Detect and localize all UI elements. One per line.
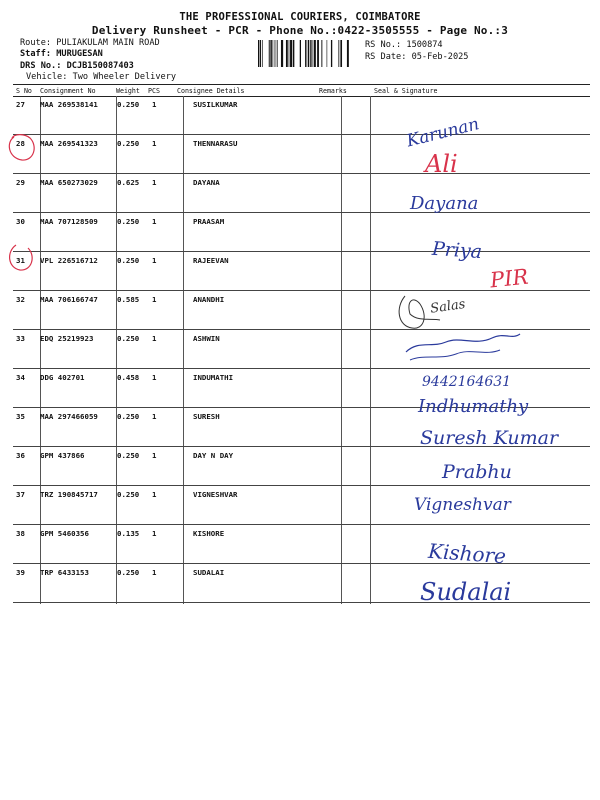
runsheet-subtitle: Delivery Runsheet - PCR - Phone No.:0422-3505555 - Page No.:3 — [91, 24, 509, 37]
col-sno: S No — [16, 87, 32, 95]
row-pcs: 1 — [152, 178, 157, 187]
vehicle-text: Vehicle: Two Wheeler Delivery — [26, 72, 177, 82]
barcode-bar — [321, 40, 322, 67]
company-title: THE PROFESSIONAL COURIERS, COIMBATORE — [179, 11, 421, 23]
row-sno: 34 — [16, 373, 25, 382]
barcode-bar — [275, 40, 276, 67]
row-pcs: 1 — [152, 256, 157, 265]
row-pcs: 1 — [152, 100, 157, 109]
signature-31: PIR — [488, 264, 530, 293]
barcode-bar — [260, 40, 261, 67]
barcode-bar — [289, 40, 290, 67]
drs-number: DCJB150087403 — [66, 61, 134, 71]
signature-33-scribble — [410, 350, 500, 360]
row-pcs: 1 — [152, 334, 157, 343]
row-consignment-no: MAA 707128509 — [40, 217, 98, 226]
signature-34-phone: 9442164631 — [422, 374, 512, 390]
row-consignee: KISHORE — [193, 529, 225, 538]
row-sno: 35 — [16, 412, 25, 421]
drs-line — [20, 61, 134, 71]
row-consignment-no: MAA 706166747 — [40, 295, 98, 304]
row-divider — [13, 329, 590, 330]
row-weight: 0.250 — [117, 334, 140, 343]
drs-label: DRS No.: — [20, 61, 62, 71]
row-consignee: DAY N DAY — [193, 451, 234, 460]
barcode-bar — [331, 40, 332, 67]
row-divider — [13, 602, 590, 603]
row-pcs: 1 — [152, 568, 157, 577]
row-divider — [13, 134, 590, 135]
row-divider — [13, 446, 590, 447]
signature-35: Suresh Kumar — [420, 427, 559, 449]
row-sno: 38 — [16, 529, 25, 538]
row-consignee: SURESH — [193, 412, 220, 421]
row-consignee: SUDALAI — [193, 568, 225, 577]
barcode-bar — [327, 40, 328, 67]
barcode-bar — [262, 40, 263, 67]
signature-38: Kishore — [427, 538, 507, 569]
col-weight: Weight — [116, 87, 140, 95]
row-weight: 0.250 — [117, 256, 140, 265]
signature-27: Karunan — [404, 114, 482, 152]
row-weight: 0.250 — [117, 568, 140, 577]
signature-29: Dayana — [410, 193, 479, 214]
barcode-bar — [293, 40, 295, 67]
barcode-bar — [300, 40, 301, 67]
row-consignee: PRAASAM — [193, 217, 225, 226]
row-sno: 39 — [16, 568, 25, 577]
signature-36: Prabhu — [442, 461, 512, 483]
row-divider — [13, 368, 590, 369]
route-text: Route: PULIAKULAM MAIN ROAD — [20, 38, 160, 48]
row-sno: 37 — [16, 490, 25, 499]
row-consignee: RAJEEVAN — [193, 256, 229, 265]
col-consignment: Consignment No — [40, 87, 96, 95]
row-consignee: THENNARASU — [193, 139, 238, 148]
row-divider — [13, 407, 590, 408]
row-pcs: 1 — [152, 139, 157, 148]
row-sno: 30 — [16, 217, 25, 226]
barcode-bar — [338, 40, 339, 67]
barcode-bar — [347, 40, 349, 67]
row-pcs: 1 — [152, 295, 157, 304]
barcode-bar — [310, 40, 311, 67]
signature-30: Priya — [431, 237, 483, 264]
barcode-bar — [281, 40, 283, 67]
row-divider — [13, 524, 590, 525]
barcode-bar — [277, 40, 278, 67]
row-consignment-no: MAA 297466059 — [40, 412, 98, 421]
col-remarks: Remarks — [319, 87, 347, 95]
row-sno: 31 — [16, 256, 25, 265]
barcode-bar — [286, 40, 288, 67]
barcode-bar — [311, 40, 312, 67]
signature-32: Salas — [429, 296, 467, 317]
row-sno: 33 — [16, 334, 25, 343]
row-sno: 28 — [16, 139, 25, 148]
row-sno: 32 — [16, 295, 25, 304]
barcode-bar — [270, 40, 271, 67]
row-pcs: 1 — [152, 412, 157, 421]
row-pcs: 1 — [152, 490, 157, 499]
row-consignment-no: GPM 5460356 — [40, 529, 89, 538]
staff-line — [20, 49, 103, 59]
row-consignment-no: MAA 269538141 — [40, 100, 98, 109]
row-sno: 27 — [16, 100, 25, 109]
row-pcs: 1 — [152, 451, 157, 460]
row-divider — [13, 563, 590, 564]
row-consignment-no: MAA 269541323 — [40, 139, 98, 148]
row-weight: 0.250 — [117, 139, 140, 148]
row-sno: 36 — [16, 451, 25, 460]
header-bottom-rule — [13, 96, 590, 97]
row-divider — [13, 485, 590, 486]
row-pcs: 1 — [152, 217, 157, 226]
barcode-bar — [305, 40, 306, 67]
col-seal: Seal & Signature — [374, 87, 438, 95]
row-weight: 0.250 — [117, 412, 140, 421]
row-divider — [13, 290, 590, 291]
row-consignee: VIGNESHVAR — [193, 490, 238, 499]
signature-33-scribble — [406, 334, 520, 352]
row-divider — [13, 212, 590, 213]
barcode-bar — [317, 40, 319, 67]
row-consignment-no: TRP 6433153 — [40, 568, 89, 577]
row-consignee: INDUMATHI — [193, 373, 234, 382]
row-consignment-no: EDQ 25219923 — [40, 334, 94, 343]
row-consignee: DAYANA — [193, 178, 220, 187]
row-weight: 0.250 — [117, 451, 140, 460]
col-consignee: Consignee Details — [177, 87, 245, 95]
row-consignment-no: VPL 226516712 — [40, 256, 98, 265]
row-weight: 0.458 — [117, 373, 140, 382]
row-consignment-no: GPM 437866 — [40, 451, 85, 460]
signature-28: Ali — [425, 150, 458, 178]
barcode-bar — [308, 40, 309, 67]
barcode-image — [258, 40, 358, 67]
barcode-bar — [258, 40, 259, 67]
signature-34: Indhumathy — [418, 396, 529, 417]
staff-name: MURUGESAN — [56, 49, 103, 59]
row-consignment-no: MAA 650273029 — [40, 178, 98, 187]
barcode-bar — [340, 40, 342, 67]
row-consignment-no: DDG 402701 — [40, 373, 85, 382]
signature-39: Sudalai — [420, 578, 512, 606]
row-consignment-no: TRZ 190845717 — [40, 490, 98, 499]
signature-37: Vigneshvar — [414, 495, 511, 515]
row-weight: 0.250 — [117, 490, 140, 499]
col-pcs: PCS — [148, 87, 160, 95]
barcode-bar — [290, 40, 292, 67]
row-divider — [13, 251, 590, 252]
barcode-bar — [269, 40, 270, 67]
row-consignee: SUSILKUMAR — [193, 100, 238, 109]
row-pcs: 1 — [152, 529, 157, 538]
row-sno: 29 — [16, 178, 25, 187]
row-weight: 0.250 — [117, 100, 140, 109]
row-divider — [13, 173, 590, 174]
row-weight: 0.135 — [117, 529, 140, 538]
table-top-rule — [13, 84, 590, 85]
row-consignee: ANANDHI — [193, 295, 225, 304]
row-consignee: ASHWIN — [193, 334, 220, 343]
staff-label: Staff: — [20, 49, 52, 59]
rs-number: RS No.: 1500874 — [365, 40, 443, 50]
row-weight: 0.250 — [117, 217, 140, 226]
barcode-bar — [314, 40, 316, 67]
signature-32-scribble — [399, 296, 440, 328]
barcode-bar — [273, 40, 274, 67]
row-weight: 0.625 — [117, 178, 140, 187]
row-pcs: 1 — [152, 373, 157, 382]
row-weight: 0.585 — [117, 295, 140, 304]
rs-date: RS Date: 05-Feb-2025 — [365, 52, 469, 62]
